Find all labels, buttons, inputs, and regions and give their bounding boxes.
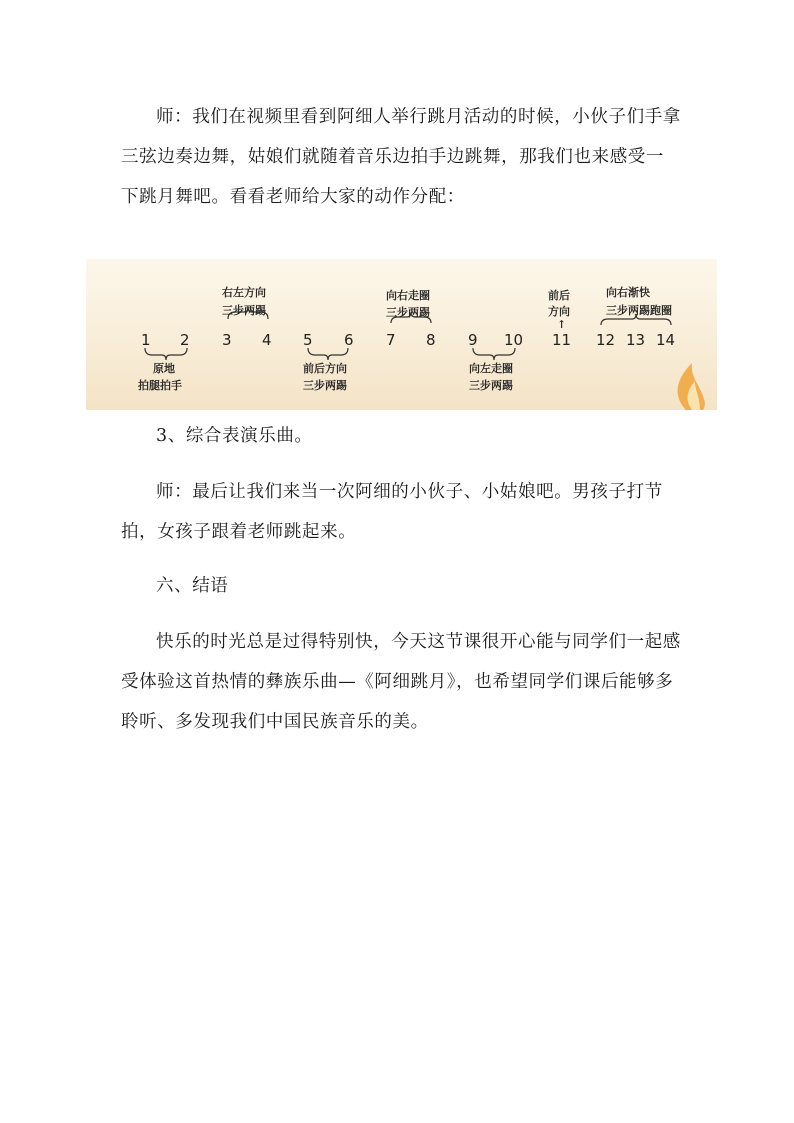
caption-1-2-line1: 原地	[153, 362, 175, 375]
step-number-13: 13	[626, 331, 646, 349]
dance-steps-figure	[86, 259, 717, 410]
caption-7-8-line1: 向右走圈	[386, 289, 430, 302]
step-number-6: 6	[344, 331, 354, 349]
caption-7-8-line2: 三步两踢	[386, 306, 430, 319]
caption-5-6-line2: 三步两踢	[303, 379, 347, 392]
caption-3-4-line2: 三步两踢	[222, 304, 266, 317]
caption-1-2-line2: 拍腿拍手	[138, 379, 182, 392]
step-number-3: 3	[222, 331, 232, 349]
caption-12-14-line1: 向右渐快	[606, 286, 650, 299]
step-number-10: 10	[504, 331, 524, 349]
caption-9-10-line2: 三步两踢	[469, 379, 513, 392]
paragraph-conclusion: 快乐的时光总是过得特别快，今天这节课很开心能与同学们一起感受体验这首热情的彝族乐曲—《阿细跳月》，也希望同学们课后能够多聆听、多发现我们中国民族音乐的美。	[121, 632, 681, 732]
caption-11-line2: 方向	[548, 305, 570, 318]
caption-3-4-line1: 右左方向	[222, 286, 266, 299]
step-number-7: 7	[386, 331, 396, 349]
step-number-5: 5	[303, 331, 313, 349]
step-number-8: 8	[426, 331, 436, 349]
step-number-4: 4	[262, 331, 272, 349]
step-number-2: 2	[180, 331, 190, 349]
paragraph-intro: 师：我们在视频里看到阿细人举行跳月活动的时候，小伙子们手拿三弦边奏边舞，姑娘们就随着音乐边拍手边跳舞，那我们也来感受一下跳月舞吧。看看老师给大家的动作分配：	[121, 107, 681, 207]
caption-9-10-line1: 向左走圈	[469, 362, 513, 375]
caption-11-line1: 前后	[548, 289, 570, 302]
brace-9-10	[473, 348, 515, 360]
dance-steps-diagram	[86, 259, 717, 410]
section-heading-3: 3、综合表演乐曲。	[156, 426, 313, 446]
brace-1-2	[145, 348, 187, 360]
step-number-11: 11	[552, 331, 572, 349]
step-number-14: 14	[656, 331, 676, 349]
brace-5-6	[308, 348, 348, 360]
step-number-1: 1	[141, 331, 151, 349]
step-number-9: 9	[468, 331, 478, 349]
caption-12-14-line2: 三步两踢跑圈	[606, 304, 672, 317]
step-number-12: 12	[596, 331, 616, 349]
paragraph-performance: 师：最后让我们来当一次阿细的小伙子、小姑娘吧。男孩子打节拍，女孩子跟着老师跳起来。	[121, 482, 663, 542]
caption-5-6-line1: 前后方向	[303, 362, 347, 375]
section-heading-6: 六、结语	[156, 576, 229, 596]
up-arrow-icon: ↑	[557, 318, 567, 331]
